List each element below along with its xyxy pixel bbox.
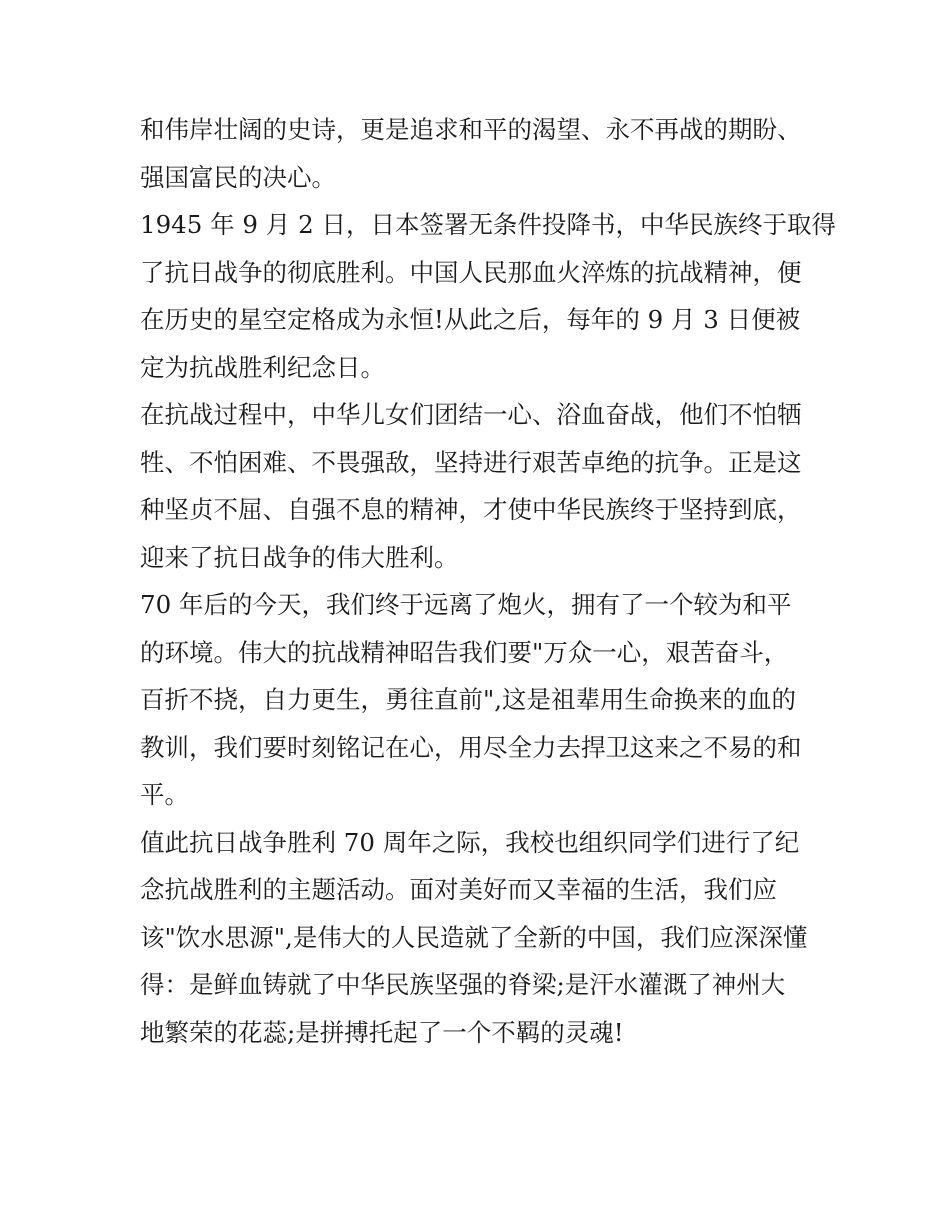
text-line: 强国富民的决心。 — [140, 162, 336, 192]
text-line: 牲、不怕困难、不畏强敌，坚持进行艰苦卓绝的抗争。正是这 — [140, 447, 802, 477]
text-line: 1945 年 9 月 2 日，日本签署无条件投降书，中华民族终于取得 — [140, 210, 836, 239]
text-line: 70 年后的今天，我们终于远离了炮火，拥有了一个较为和平 — [140, 590, 792, 619]
text-line: 的环境。伟大的抗战精神昭告我们要"万众一心，艰苦奋斗， — [140, 637, 789, 667]
text-line: 地繁荣的花蕊;是拼搏托起了一个不羁的灵魂! — [140, 1017, 624, 1047]
text-line: 念抗战胜利的主题活动。面对美好而又幸福的生活，我们应 — [140, 875, 777, 904]
text-line: 百折不挠，自力更生，勇往直前",这是祖辈用生命换来的血的 — [140, 685, 797, 714]
text-line: 了抗日战争的彻底胜利。中国人民那血火淬炼的抗战精神，便 — [140, 257, 802, 287]
document-body — [140, 106, 836, 1056]
text-line: 在抗战过程中，中华儿女们团结一心、浴血奋战，他们不怕牺 — [140, 400, 802, 429]
text-line: 得：是鲜血铸就了中华民族坚强的脊梁;是汗水灌溉了神州大 — [140, 970, 786, 999]
text-line: 在历史的星空定格成为永恒!从此之后，每年的 9 月 3 日便被 — [140, 305, 801, 334]
text-line: 迎来了抗日战争的伟大胜利。 — [140, 542, 459, 572]
text-line: 定为抗战胜利纪念日。 — [140, 352, 385, 382]
text-line: 该"饮水思源",是伟大的人民造就了全新的中国，我们应深深懂 — [140, 922, 808, 952]
text-line: 教训，我们要时刻铭记在心，用尽全力去捍卫这来之不易的和 — [140, 732, 802, 762]
text-line: 种坚贞不屈、自强不息的精神，才使中华民族终于坚持到底， — [140, 495, 802, 524]
text-line: 平。 — [140, 780, 189, 809]
text-line: 和伟岸壮阔的史诗，更是追求和平的渴望、永不再战的期盼、 — [140, 115, 802, 144]
text-line: 值此抗日战争胜利 70 周年之际，我校也组织同学们进行了纪 — [140, 827, 800, 857]
